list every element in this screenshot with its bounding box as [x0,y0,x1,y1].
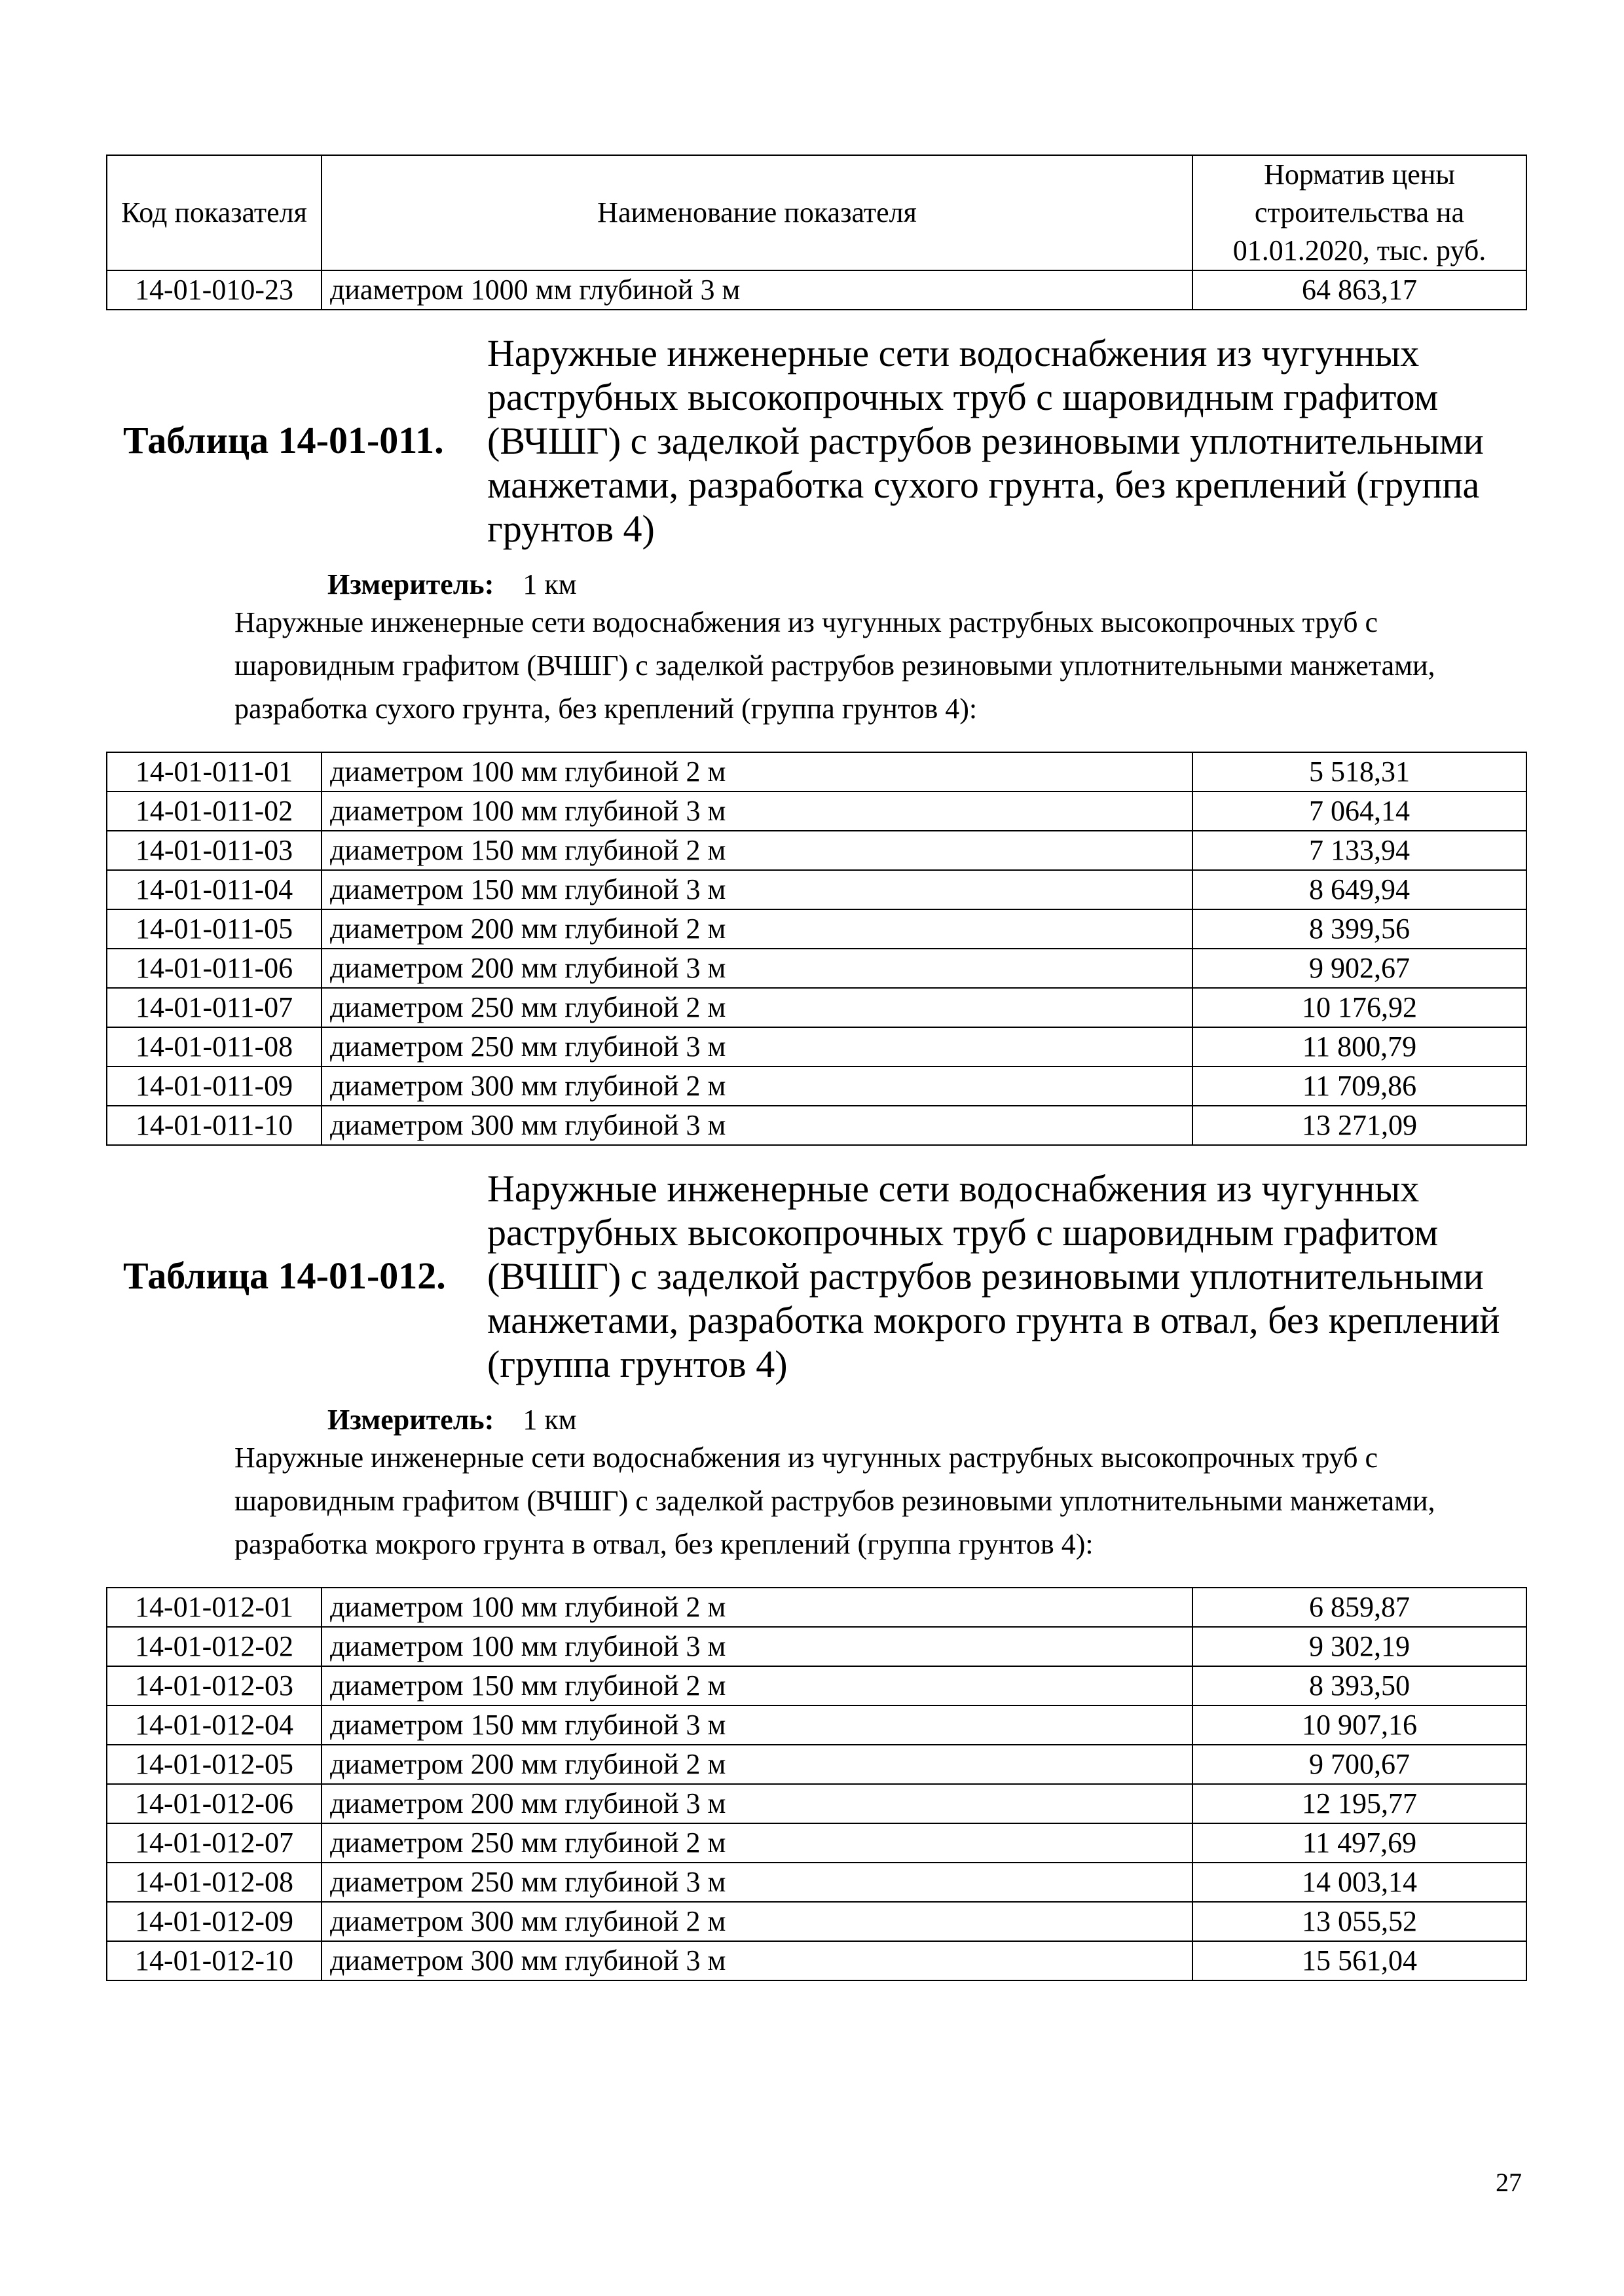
row-value: 10 176,92 [1192,988,1526,1027]
table-row [107,1666,1526,1705]
header-table [106,155,1527,310]
row-value: 7 133,94 [1192,831,1526,870]
row-name: диаметром 100 мм глубиной 3 м [322,1627,1192,1666]
row-code: 14-01-012-04 [107,1705,322,1745]
row-code: 14-01-012-05 [107,1745,322,1784]
header-row [107,155,1526,270]
row-name: диаметром 150 мм глубиной 2 м [322,831,1192,870]
row-value: 11 497,69 [1192,1823,1526,1863]
row-value: 8 649,94 [1192,870,1526,909]
measure-012 [327,1404,577,1436]
row-value: 6 859,87 [1192,1588,1526,1627]
row-value: 5 518,31 [1192,752,1526,792]
measure-value: 1 км [523,1404,577,1436]
row-name: диаметром 150 мм глубиной 3 м [322,870,1192,909]
row-code: 14-01-012-03 [107,1666,322,1705]
table-row [107,1027,1526,1066]
row-code: 14-01-010-23 [107,270,322,310]
row-code: 14-01-011-05 [107,909,322,949]
table-row [107,831,1526,870]
table-row [107,1745,1526,1784]
row-name: диаметром 250 мм глубиной 2 м [322,1823,1192,1863]
row-code: 14-01-011-01 [107,752,322,792]
row-name: диаметром 100 мм глубиной 2 м [322,752,1192,792]
row-value: 9 700,67 [1192,1745,1526,1784]
row-name: диаметром 300 мм глубиной 3 м [322,1106,1192,1145]
table-row [107,1941,1526,1980]
measure-label: Измеритель: [327,568,494,600]
table-row [107,1066,1526,1106]
row-name: диаметром 200 мм глубиной 2 м [322,1745,1192,1784]
table-row [107,752,1526,792]
row-value: 11 709,86 [1192,1066,1526,1106]
description-012: Наружные инженерные сети водоснабжения из чугунных раструбных высокопрочных труб с шаровидным графитом (ВЧШГ) с заделкой раструбов резиновыми уплотнительными манжетами, разработка мокрого грунта в отвал, без креплений (группа грунтов 4): [234,1442,1435,1560]
row-code: 14-01-011-06 [107,949,322,988]
row-code: 14-01-011-08 [107,1027,322,1066]
row-code: 14-01-012-02 [107,1627,322,1666]
row-name: диаметром 250 мм глубиной 3 м [322,1863,1192,1902]
measure-value: 1 км [523,568,577,600]
row-code: 14-01-011-10 [107,1106,322,1145]
row-value: 9 902,67 [1192,949,1526,988]
row-name: диаметром 300 мм глубиной 3 м [322,1941,1192,1980]
row-code: 14-01-012-01 [107,1588,322,1627]
table-row [107,870,1526,909]
row-code: 14-01-011-07 [107,988,322,1027]
table-row [107,1588,1526,1627]
row-code: 14-01-011-03 [107,831,322,870]
table-012 [106,1587,1527,1981]
row-name: диаметром 300 мм глубиной 2 м [322,1066,1192,1106]
row-value: 10 907,16 [1192,1705,1526,1745]
table-title-012: Наружные инженерные сети водоснабжения из чугунных раструбных высокопрочных труб с шаровидным графитом (ВЧШГ) с заделкой раструбов резиновыми уплотнительными манжетами, разработка мокрого грунта в отвал, без креплений (группа грунтов 4) [487,1167,1500,1385]
row-value: 8 399,56 [1192,909,1526,949]
row-name: диаметром 250 мм глубиной 3 м [322,1027,1192,1066]
row-code: 14-01-012-06 [107,1784,322,1823]
table-row [107,1784,1526,1823]
table-row [107,1106,1526,1145]
row-name: диаметром 100 мм глубиной 3 м [322,792,1192,831]
row-code: 14-01-012-09 [107,1902,322,1941]
row-name: диаметром 300 мм глубиной 2 м [322,1902,1192,1941]
row-name: диаметром 250 мм глубиной 2 м [322,988,1192,1027]
row-value: 13 055,52 [1192,1902,1526,1941]
table-row [107,1863,1526,1902]
table-row [107,988,1526,1027]
description-011: Наружные инженерные сети водоснабжения из чугунных раструбных высокопрочных труб с шаровидным графитом (ВЧШГ) с заделкой раструбов резиновыми уплотнительными манжетами, разработка сухого грунта, без креплений (группа грунтов 4): [234,606,1435,725]
row-code: 14-01-011-09 [107,1066,322,1106]
row-value: 11 800,79 [1192,1027,1526,1066]
table-title-011: Наружные инженерные сети водоснабжения из чугунных раструбных высокопрочных труб с шаровидным графитом (ВЧШГ) с заделкой раструбов резиновыми уплотнительными манжетами, разработка сухого грунта, без креплений (группа грунтов 4) [487,332,1484,550]
row-value: 14 003,14 [1192,1863,1526,1902]
table-row [107,792,1526,831]
table-row [107,949,1526,988]
table-row [107,1902,1526,1941]
row-value: 9 302,19 [1192,1627,1526,1666]
table-row [107,1627,1526,1666]
row-value: 8 393,50 [1192,1666,1526,1705]
column-header-name: Наименование показателя [322,155,1192,270]
row-value: 13 271,09 [1192,1106,1526,1145]
row-name: диаметром 200 мм глубиной 3 м [322,1784,1192,1823]
row-name: диаметром 150 мм глубиной 2 м [322,1666,1192,1705]
column-header-price: Норматив цены строительства на 01.01.2020, тыс. руб. [1192,155,1526,270]
row-code: 14-01-012-08 [107,1863,322,1902]
row-value: 7 064,14 [1192,792,1526,831]
column-header-code: Код показателя [107,155,322,270]
row-code: 14-01-012-07 [107,1823,322,1863]
row-name: диаметром 150 мм глубиной 3 м [322,1705,1192,1745]
row-value: 64 863,17 [1192,270,1526,310]
row-name: диаметром 200 мм глубиной 3 м [322,949,1192,988]
row-code: 14-01-011-04 [107,870,322,909]
row-value: 15 561,04 [1192,1941,1526,1980]
table-row [107,270,1526,310]
row-value: 12 195,77 [1192,1784,1526,1823]
row-name: диаметром 200 мм глубиной 2 м [322,909,1192,949]
row-name: диаметром 100 мм глубиной 2 м [322,1588,1192,1627]
table-row [107,1705,1526,1745]
row-code: 14-01-012-10 [107,1941,322,1980]
table-011 [106,752,1527,1146]
table-row [107,1823,1526,1863]
table-label-012: Таблица 14-01-012. [123,1254,446,1297]
table-label-011: Таблица 14-01-011. [123,419,444,462]
measure-011 [327,568,577,601]
table-row [107,909,1526,949]
row-name: диаметром 1000 мм глубиной 3 м [322,270,1192,310]
row-code: 14-01-011-02 [107,792,322,831]
measure-label: Измеритель: [327,1404,494,1436]
page-number: 27 [1496,2168,1522,2197]
